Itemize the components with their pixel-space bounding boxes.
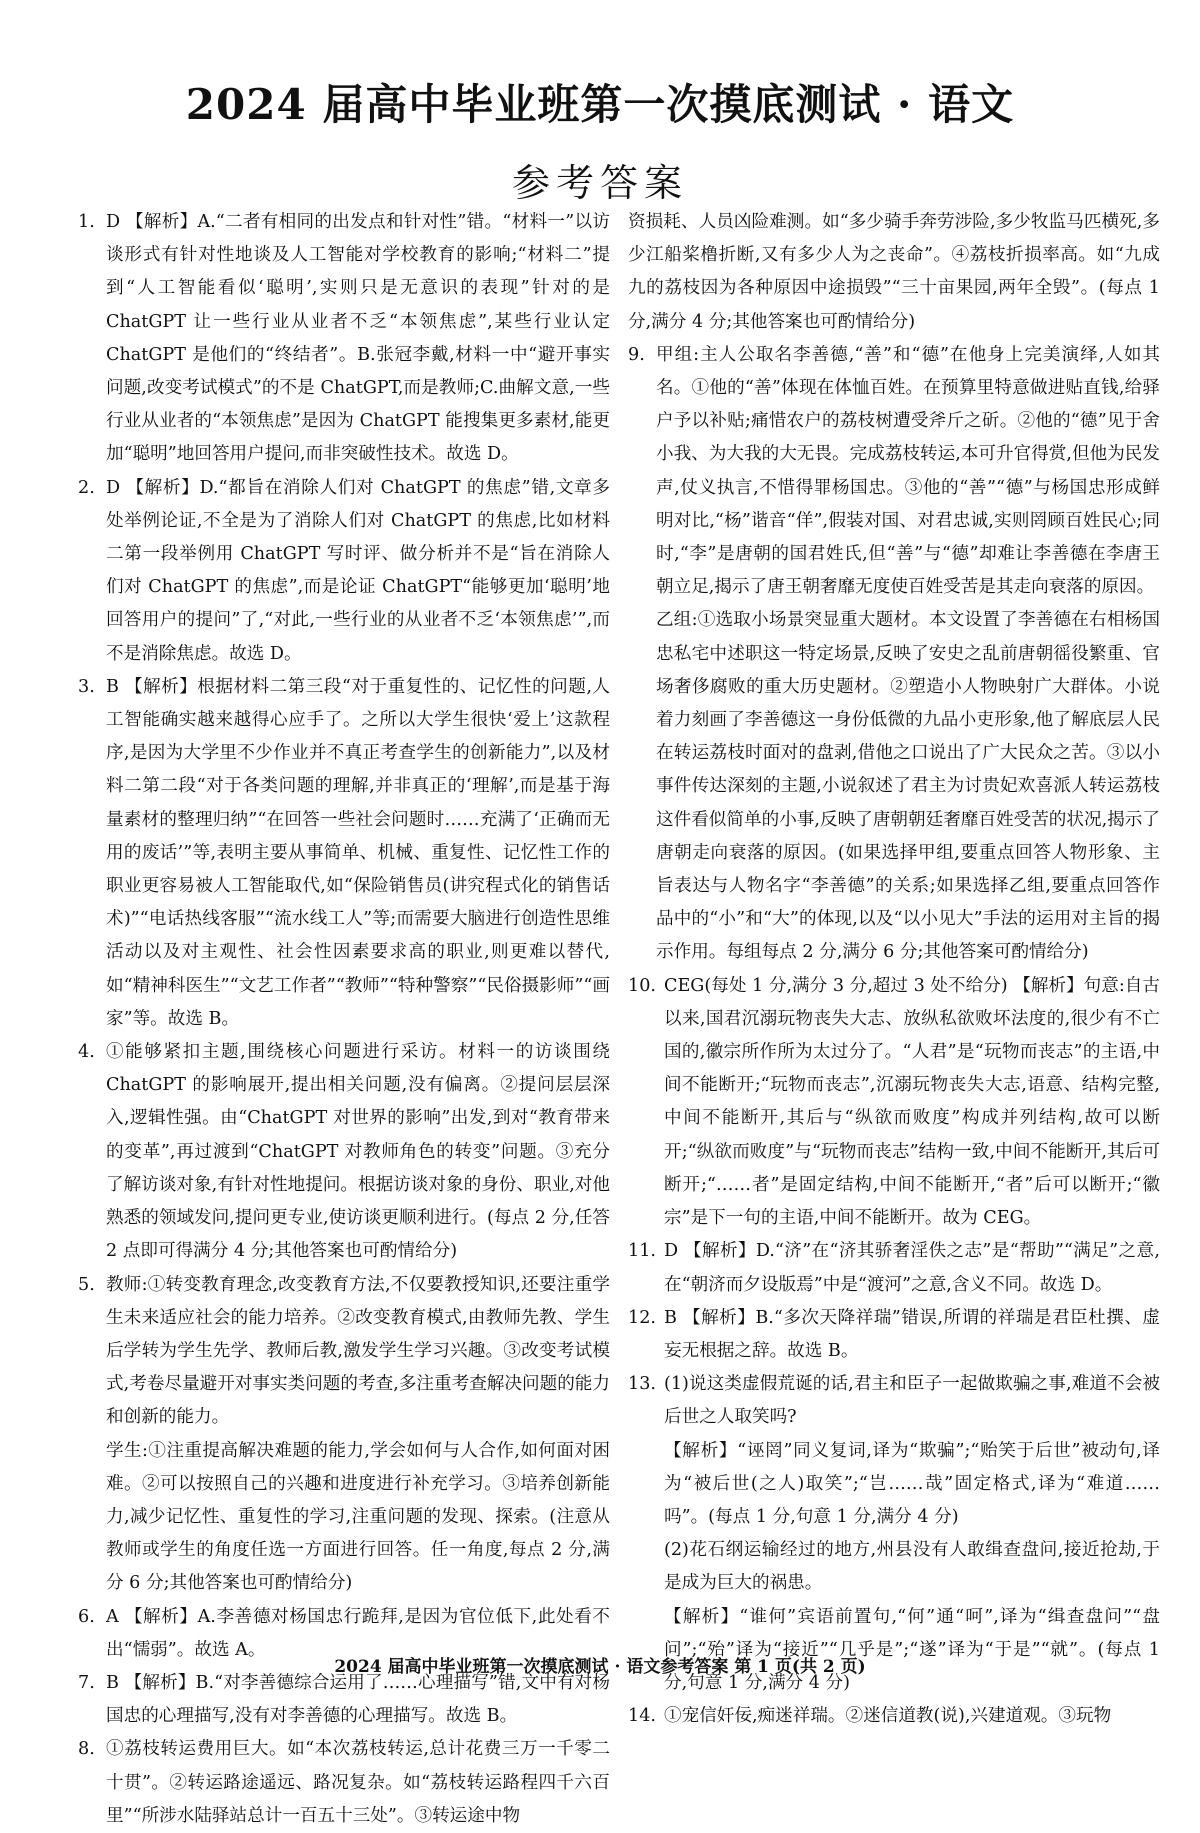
- answer-number: 12.: [628, 1307, 656, 1328]
- answer-text-continued: (2)花石纲运输经过的地方,州县没有人敢缉查盘问,接近抢劫,于是成为巨大的祸患。: [664, 1540, 1160, 1594]
- left-column: [78, 206, 610, 1833]
- page-title: 2024 届高中毕业班第一次摸底测试 · 语文: [185, 80, 1015, 129]
- answer-text: B 【解析】B.“多次天降祥瑞”错误,所谓的祥瑞是君臣杜撰、虚妄无根据之辞。故选 B。: [664, 1307, 1160, 1361]
- answer-text: (1)说这类虚假荒诞的话,君主和臣子一起做欺骗之事,难道不会被后世之人取笑吗?: [664, 1374, 1160, 1428]
- right-column: [628, 206, 1160, 1733]
- page-footer: 2024 届高中毕业班第一次摸底测试 · 语文参考答案 第 1 页(共 2 页): [334, 1657, 866, 1677]
- answer-text: B 【解析】B.“对李善德综合运用了……心理描写”错,文中有对杨国忠的心理描写,没有对李善德的心理描写。故选 B。: [106, 1672, 610, 1727]
- answer-number: 4.: [78, 1042, 95, 1063]
- answer-text-continued: 【解析】“诬罔”同义复词,译为“欺骗”;“贻笑于后世”被动句,译为“被后世(之人)取笑”;“岂……哉”固定格式,译为“难道……吗”。(每点 1 分,句意 1 分,满分 4 分): [664, 1440, 1160, 1527]
- answer-item: [78, 472, 610, 671]
- answer-item: [628, 1302, 1160, 1368]
- answer-number: 3.: [78, 676, 95, 697]
- answer-text: A 【解析】A.李善德对杨国忠行跪拜,是因为官位低下,此处看不出“懦弱”。故选 A。: [106, 1606, 610, 1660]
- answer-item: [78, 671, 610, 1036]
- answer-text-continued: 【解析】“谁何”宾语前置句,“何”通“呵”,译为“缉查盘问”“盘问”;“殆”译为“接近”“几乎是”;“遂”译为“于是”“就”。(每点 1 分,句意 1 分,满分 4 分): [664, 1606, 1160, 1693]
- answer-number: 8.: [78, 1739, 95, 1760]
- page-subtitle: 参考答案: [511, 161, 688, 205]
- answer-item: [628, 1368, 1160, 1700]
- answer-number: 7.: [78, 1672, 95, 1693]
- answer-item: [628, 206, 1160, 339]
- answer-item: [628, 339, 1160, 970]
- answer-number: 2.: [78, 477, 95, 498]
- answer-item: [78, 206, 610, 472]
- answer-item: [628, 1700, 1160, 1733]
- answer-text-continued: 乙组:①选取小场景突显重大题材。本文设置了李善德在右相杨国忠私宅中述职这一特定场景,反映了安史之乱前唐朝徭役繁重、官场奢侈腐败的重大历史题材。②塑造小人物映射广大群体。小说着力刻画了李善德这一身份低微的九品小吏形象,他了解底层人民在转运荔枝时面对的盘剥,借他之口说出了广大民众之苦。③以小事件传达深刻的主题,小说叙述了君主为讨贵妃欢喜派人转运荔枝这件看似简单的小事,反映了唐朝朝廷奢靡百姓受苦的状况,揭示了唐朝走向衰落的原因。(如果选择甲组,要重点回答人物形象、主旨表达与人物名字“李善德”的关系;如果选择乙组,要重点回答作品中的“小”和“大”的体现,以及“以小见大”手法的运用对主旨的揭示作用。每组每点 2 分,满分 6 分;其他答案可酌情给分): [656, 610, 1160, 963]
- answer-number: 14.: [628, 1706, 656, 1727]
- answer-text: D 【解析】A.“二者有相同的出发点和针对性”错。“材料一”以访谈形式有针对性地谈及人工智能对学校教育的影响;“材料二”提到“人工智能看似‘聪明’,实则只是无意识的表现”针对的是 ChatGPT 让一些行业从业者不乏“本领焦虑”,某些行业认定 ChatGPT 是他们的“终结者”。B.张冠李戴,材料一中“避开事实问题,改变考试模式”的不是 ChatGPT,而是教师;C.曲解文意,一些行业从业者的“本领焦虑”是因为 ChatGPT 能搜集更多素材,能更加“聪明”地回答用户提问,而非突破性技术。故选 D。: [106, 212, 610, 465]
- answer-item: [78, 1269, 610, 1601]
- answer-text: ①能够紧扣主题,围绕核心问题进行采访。材料一的访谈围绕 ChatGPT 的影响展开,提出相关问题,没有偏离。②提问层层深入,逻辑性强。由“ChatGPT 对世界的影响”出发,到对“教育带来的变革”,再过渡到“ChatGPT 对教师角色的转变”问题。③充分了解访谈对象,有针对性地提问。根据访谈对象的身份、职业,对他熟悉的领域发问,提问更专业,使访谈更顺利进行。(每点 2 分,任答 2 点即可得满分 4 分;其他答案也可酌情给分): [106, 1042, 610, 1262]
- answer-number: 5.: [78, 1274, 95, 1295]
- answer-text: 甲组:主人公取名李善德,“善”和“德”在他身上完美演绎,人如其名。①他的“善”体现在体恤百姓。在预算里特意做进贴直钱,给驿户予以补贴;痛惜农户的荔枝树遭受斧斤之斫。②他的“德”见于舍小我、为大我的大无畏。完成荔枝转运,本可升官得赏,但他为民发声,仗义执言,不惜得罪杨国忠。③他的“善”“德”与杨国忠形成鲜明对比,“杨”谐音“佯”,假装对国、对君忠诚,实则罔顾百姓民心;同时,“李”是唐朝的国君姓氏,但“善”与“德”却难让李善德在李唐王朝立足,揭示了唐王朝奢靡无度使百姓受苦是其走向衰落的原因。: [656, 344, 1160, 598]
- answer-number: 13.: [628, 1374, 656, 1395]
- answer-item: [628, 1235, 1160, 1301]
- answer-text: D 【解析】D.“都旨在消除人们对 ChatGPT 的焦虑”错,文章多处举例论证,不全是为了消除人们对 ChatGPT 的焦虑,比如材料二第一段举例用 ChatGPT 写时评、做分析并不是“旨在消除人们对 ChatGPT 的焦虑”,而是论证 ChatGPT“能够更加‘聪明’地回答用户的提问”了,“对此,一些行业的从业者不乏‘本领焦虑’”,而不是消除焦虑。故选 D。: [106, 477, 610, 664]
- answer-number: 9.: [628, 344, 645, 365]
- answer-number: 11.: [628, 1241, 656, 1262]
- answer-number: 6.: [78, 1606, 95, 1627]
- answer-text: B 【解析】根据材料二第三段“对于重复性的、记忆性的问题,人工智能确实越来越得心应手了。之所以大学生很快‘爱上’这款程序,是因为大学里不少作业并不真正考查学生的创新能力”,以及材料二第二段“对于各类问题的理解,并非真正的‘理解’,而是基于海量素材的整理归纳”“在回答一些社会问题时……充满了‘正确而无用的废话’”等,表明主要从事简单、机械、重复性、记忆性工作的职业更容易被人工智能取代,如“保险销售员(讲究程式化的销售话术)”“电话热线客服”“流水线工人”等;而需要大脑进行创造性思维活动以及对主观性、社会性因素要求高的职业,则更难以替代,如“精神科医生”“文艺工作者”“教师”“特种警察”“民俗摄影师”“画家”等。故选 B。: [106, 676, 610, 1029]
- answer-text-continued: 学生:①注重提高解决难题的能力,学会如何与人合作,如何面对困难。②可以按照自己的兴趣和进度进行补充学习。③培养创新能力,减少记忆性、重复性的学习,注重问题的发现、探索。(注意从教师或学生的角度任选一方面进行回答。任一角度,每点 2 分,满分 6 分;其他答案也可酌情给分): [106, 1440, 610, 1594]
- answer-text: D 【解析】D.“济”在“济其骄奢淫佚之志”是“帮助”“满足”之意,在“朝济而夕设版焉”中是“渡河”之意,含义不同。故选 D。: [664, 1241, 1160, 1295]
- answer-text: 资损耗、人员凶险难测。如“多少骑手奔劳涉险,多少牧监马匹横死,多少江船桨橹折断,又有多少人为之丧命”。④荔枝折损率高。如“九成九的荔枝因为各种原因中途损毁”“三十亩果园,两年全毁”。(每点 1 分,满分 4 分;其他答案也可酌情给分): [628, 212, 1160, 332]
- answer-item: [78, 1036, 610, 1268]
- answer-text: ①宠信奸佞,痴迷祥瑞。②迷信道教(说),兴建道观。③玩物: [664, 1706, 1112, 1727]
- answer-text: CEG(每处 1 分,满分 3 分,超过 3 处不给分) 【解析】句意:自古以来,国君沉溺玩物丧失大志、放纵私欲败坏法度的,很少有不亡国的,徽宗所作所为太过分了。“人君”是“玩物而丧志”的主语,中间不能断开;“玩物而丧志”,沉溺玩物丧失大志,语意、结构完整,中间不能断开,其后与“纵欲而败度”构成并列结构,故可以断开;“纵欲而败度”与“玩物而丧志”结构一致,中间不能断开,其后可断开;“……者”是固定结构,中间不能断开,“者”后可以断开;“徽宗”是下一句的主语,中间不能断开。故为 CEG。: [664, 975, 1160, 1229]
- answer-number: 1.: [78, 212, 95, 232]
- answer-text: ①荔枝转运费用巨大。如“本次荔枝转运,总计花费三万一千零二十贯”。②转运路途遥远、路况复杂。如“荔枝转运路程四千六百里”“所涉水陆驿站总计一百五十三处”。③转运途中物: [106, 1739, 610, 1826]
- answer-text: 教师:①转变教育理念,改变教育方法,不仅要教授知识,还要注重学生未来适应社会的能力培养。②改变教育模式,由教师先教、学生后学转为学生先学、教师后教,激发学生学习兴趣。③改变考试模式,考卷尽量避开对事实类问题的考查,多注重考查解决问题的能力和创新的能力。: [106, 1274, 610, 1428]
- answer-item: [78, 1733, 610, 1833]
- answer-item: [628, 970, 1160, 1236]
- answer-number: 10.: [628, 975, 656, 996]
